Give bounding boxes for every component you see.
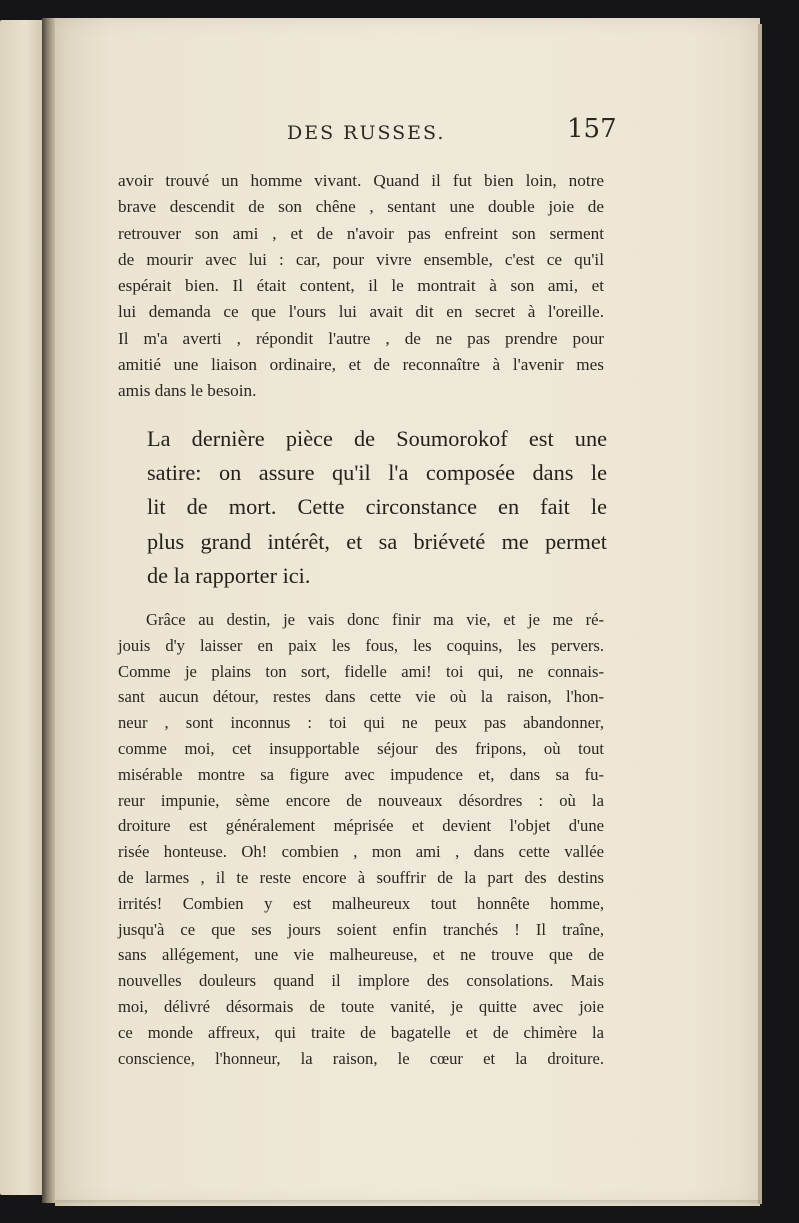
text-line: moi, délivré désormais de toute vanité, je quitte avec joie xyxy=(118,996,604,1016)
text-line: droiture est généralement méprisée et devient l'objet d'une xyxy=(118,816,604,836)
text-line: jouis d'y laisser en paix les fous, les coquins, les pervers. xyxy=(118,635,604,655)
text-line: retrouver son ami , et de n'avoir pas enfreint son serment xyxy=(118,223,604,243)
text-line: risée honteuse. Oh! combien , mon ami , dans cette vallée xyxy=(118,842,604,862)
text-line: lui demanda ce que l'ours lui avait dit en secret à l'oreille. xyxy=(118,302,604,322)
author-commentary-paragraph xyxy=(147,422,607,593)
text-line: espérait bien. Il était content, il le montrait à son ami, et xyxy=(118,276,604,296)
page-bottom-shadow xyxy=(55,1200,760,1206)
text-line: plus grand intérêt, et sa briéveté me permet xyxy=(147,528,607,554)
text-line: Grâce au destin, je vais donc finir ma vie, et je me ré- xyxy=(146,610,604,629)
text-line: avoir trouvé un homme vivant. Quand il fut bien loin, notre xyxy=(118,171,604,190)
text-line: comme moi, cet insupportable séjour des fripons, où tout xyxy=(118,738,604,758)
text-line: satire: on assure qu'il l'a composée dans le xyxy=(147,460,607,486)
satire-paragraph xyxy=(118,607,604,1071)
text-line: conscience, l'honneur, la raison, le cœur et la droiture. xyxy=(118,1048,604,1068)
text-line: lit de mort. Cette circonstance en fait le xyxy=(147,494,607,520)
running-head xyxy=(55,112,760,152)
text-line: Il m'a averti , répondit l'autre , de ne pas prendre pour xyxy=(118,328,604,348)
page-right-edge xyxy=(758,24,762,1204)
text-line: ce monde affreux, qui traite de bagatelle et de chimère la xyxy=(118,1022,604,1042)
left-page-edge xyxy=(0,20,44,1195)
text-line: amis dans le besoin. xyxy=(118,381,257,401)
text-line: de mourir avec lui : car, pour vivre ensemble, c'est ce qu'il xyxy=(118,249,604,269)
text-line: de la rapporter ici. xyxy=(147,562,311,588)
text-line: Comme je plains ton sort, fidelle ami! toi qui, ne connais- xyxy=(118,661,604,681)
text-line: jusqu'à ce que ses jours soient enfin tranchés ! Il traîne, xyxy=(118,919,604,939)
text-line: La dernière pièce de Soumorokof est une xyxy=(147,426,607,451)
text-line: reur impunie, sème encore de nouveaux désordres : où la xyxy=(118,790,604,810)
fable-conclusion-paragraph xyxy=(118,168,604,405)
text-line: irrités! Combien y est malheureux tout honnête homme, xyxy=(118,893,604,913)
text-line: amitié une liaison ordinaire, et de reconnaître à l'avenir mes xyxy=(118,355,604,375)
page-number: 157 xyxy=(567,114,617,144)
text-line: sans allégement, une vie malheureuse, et ne trouve que de xyxy=(118,945,604,965)
book-page xyxy=(55,18,760,1206)
text-line: misérable montre sa figure avec impudence et, dans sa fu- xyxy=(118,764,604,784)
text-line: nouvelles douleurs quand il implore des consolations. Mais xyxy=(118,971,604,991)
running-head-title: DES RUSSES. xyxy=(287,122,446,144)
text-line: neur , sont inconnus : toi qui ne peux pas abandonner, xyxy=(118,713,604,733)
text-line: brave descendit de son chêne , sentant une double joie de xyxy=(118,197,604,217)
text-line: de larmes , il te reste encore à souffrir de la part des destins xyxy=(118,867,604,887)
text-line: sant aucun détour, restes dans cette vie où la raison, l'hon- xyxy=(118,687,604,707)
